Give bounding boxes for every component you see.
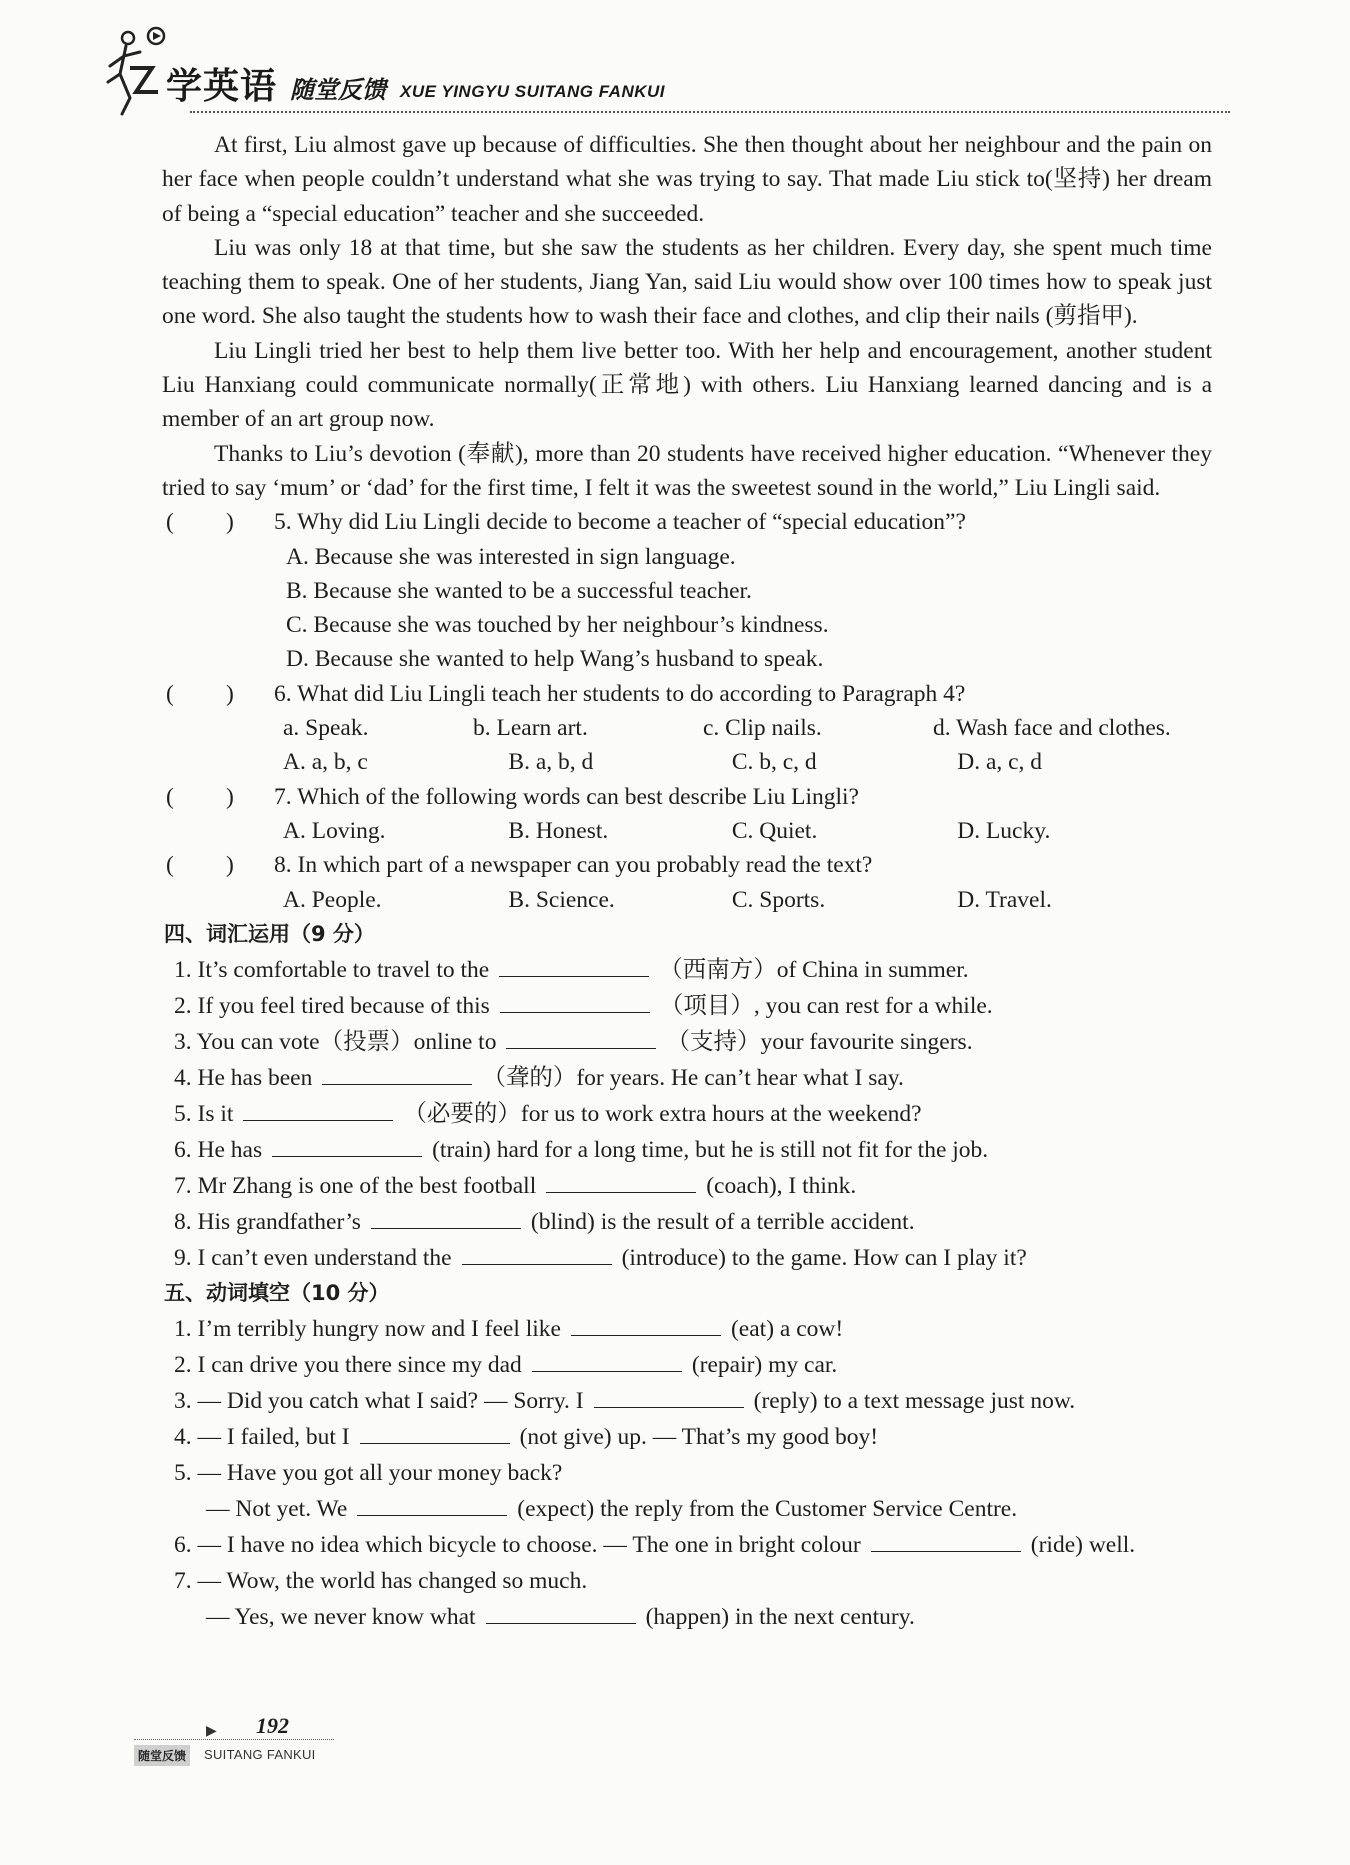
answer-bracket-close: ) — [226, 852, 234, 879]
prompt-text: 7. Mr Zhang is one of the best football — [174, 1172, 537, 1199]
hint-text: （必要的）for us to work extra hours at the weekend? — [403, 1100, 922, 1127]
option: D. Travel. — [957, 886, 1052, 913]
question-number: 7. — [274, 783, 292, 810]
option: C. Quiet. — [731, 817, 818, 844]
answer-blank[interactable] — [500, 990, 650, 1013]
page-header — [100, 22, 1230, 122]
footer-divider — [134, 1739, 334, 1740]
option: B. Because she wanted to be a successful teacher. — [286, 577, 752, 604]
hint-text: (happen) in the next century. — [645, 1603, 915, 1630]
prompt-text: 8. His grandfather’s — [174, 1208, 361, 1235]
option: B. Honest. — [508, 817, 609, 844]
item: d. Wash face and clothes. — [933, 715, 1171, 742]
answer-blank[interactable] — [272, 1134, 422, 1157]
hint-text: (introduce) to the game. How can I play it? — [621, 1244, 1027, 1271]
hint-text: (train) hard for a long time, but he is still not fit for the job. — [432, 1136, 989, 1163]
hint-text: （西南方）of China in summer. — [659, 956, 969, 983]
option-list — [162, 883, 1212, 917]
brand-chinese-title: 学英语 — [166, 66, 278, 107]
prompt-text: 4. He has been — [174, 1064, 313, 1091]
passage-paragraph: Thanks to Liu’s devotion (奉献), more than 20 students have received higher education. “Whenever they tried to say ‘mum’ or ‘dad’ for the first time, I felt it was the sweetest sound in the world,” Liu Lingli said. — [162, 440, 1212, 501]
prompt-text: 5. — Have you got all your money back? — [174, 1459, 563, 1486]
answer-blank[interactable] — [871, 1529, 1021, 1552]
fill-item — [162, 1204, 1212, 1240]
option-list — [162, 745, 1212, 779]
brand-pinyin: XUE YINGYU SUITANG FANKUI — [400, 82, 666, 101]
option: B. Science. — [508, 886, 615, 913]
answer-blank[interactable] — [243, 1098, 393, 1121]
question-number: 5. — [274, 509, 292, 536]
hint-text: (ride) well. — [1030, 1531, 1136, 1558]
prompt-text: 4. — I failed, but I — [174, 1423, 350, 1450]
footer-badge: 随堂反馈 — [134, 1745, 190, 1766]
prompt-text: 2. I can drive you there since my dad — [174, 1351, 522, 1378]
fill-item — [162, 1240, 1212, 1276]
passage-paragraph: At first, Liu almost gave up because of difficulties. She then thought about her neighbour and the pain on her face when people couldn’t understand what she was trying to say. That made Liu stick to(坚持) her dream of being a “special education” teacher and she succeeded. — [162, 132, 1212, 227]
prompt-text: 6. He has — [174, 1136, 263, 1163]
fill-item — [162, 988, 1212, 1024]
question-5 — [162, 505, 1212, 539]
fill-item — [162, 1527, 1212, 1563]
hint-text: (blind) is the result of a terrible accident. — [530, 1208, 915, 1235]
arrow-right-icon: ▶ — [206, 1724, 217, 1739]
fill-item — [162, 1096, 1212, 1132]
answer-blank[interactable] — [371, 1206, 521, 1229]
page-number: 192 — [256, 1713, 289, 1738]
question-text: What did Liu Lingli teach her students to do according to Paragraph 4? — [297, 680, 966, 707]
answer-bracket-open[interactable]: ( — [166, 509, 174, 536]
prompt-text: 5. Is it — [174, 1100, 234, 1127]
header-divider — [190, 111, 1230, 113]
answer-blank[interactable] — [462, 1242, 612, 1265]
option: D. Because she wanted to help Wang’s husband to speak. — [286, 646, 824, 673]
runner-logo-icon — [100, 22, 170, 118]
option: D. a, c, d — [957, 749, 1043, 776]
answer-bracket-close: ) — [226, 680, 234, 707]
question-6 — [162, 677, 1212, 711]
option: D. Lucky. — [957, 817, 1051, 844]
hint-text: (repair) my car. — [691, 1351, 838, 1378]
hint-text: （聋的）for years. He can’t hear what I say. — [482, 1064, 904, 1091]
option: C. Sports. — [731, 886, 826, 913]
brand-chinese-subtitle: 随堂反馈 — [290, 76, 386, 104]
question-8 — [162, 848, 1212, 882]
answer-blank[interactable] — [571, 1313, 721, 1336]
option: A. Because she was interested in sign language. — [286, 543, 736, 570]
fill-item — [162, 1024, 1212, 1060]
footer-label: SUITANG FANKUI — [204, 1747, 316, 1762]
question-7 — [162, 780, 1212, 814]
answer-blank[interactable] — [360, 1421, 510, 1444]
answer-blank[interactable] — [506, 1026, 656, 1049]
option: B. a, b, d — [508, 749, 594, 776]
answer-blank[interactable] — [532, 1349, 682, 1372]
item: c. Clip nails. — [703, 715, 822, 742]
page-footer — [120, 1705, 420, 1785]
question-text: In which part of a newspaper can you probably read the text? — [297, 852, 873, 879]
fill-item — [162, 1060, 1212, 1096]
fill-item — [162, 1599, 1212, 1635]
answer-blank[interactable] — [499, 954, 649, 977]
prompt-text: 6. — I have no idea which bicycle to choose. — The one in bright colour — [174, 1531, 861, 1558]
hint-text: （支持）your favourite singers. — [666, 1028, 973, 1055]
prompt-text: — Not yet. We — [206, 1495, 348, 1522]
option: A. People. — [283, 886, 382, 913]
prompt-text: 7. — Wow, the world has changed so much. — [174, 1567, 588, 1594]
question-text: Which of the following words can best describe Liu Lingli? — [297, 783, 859, 810]
item-list — [162, 711, 1212, 745]
section-4-title: 四、词汇运用（9 分） — [164, 921, 375, 946]
prompt-text: — Yes, we never know what — [206, 1603, 476, 1630]
fill-item — [162, 1311, 1212, 1347]
prompt-text: 9. I can’t even understand the — [174, 1244, 452, 1271]
section-5-title: 五、动词填空（10 分） — [164, 1280, 390, 1305]
fill-item — [162, 1383, 1212, 1419]
prompt-text: 3. You can vote（投票）online to — [174, 1028, 497, 1055]
passage-paragraph: Liu Lingli tried her best to help them live better too. With her help and encouragement, another student Liu Hanxiang could communicate normally(正常地) with others. Liu Hanxiang learned dancing and is a member of an art group now. — [162, 337, 1212, 433]
answer-bracket-open[interactable]: ( — [166, 783, 174, 810]
option: A. Loving. — [283, 817, 386, 844]
fill-item — [162, 1132, 1212, 1168]
fill-item — [162, 1347, 1212, 1383]
prompt-text: 1. It’s comfortable to travel to the — [174, 956, 490, 983]
answer-blank[interactable] — [322, 1062, 472, 1085]
answer-blank[interactable] — [546, 1170, 696, 1193]
hint-text: (reply) to a text message just now. — [753, 1387, 1076, 1414]
prompt-text: 1. I’m terribly hungry now and I feel like — [174, 1315, 561, 1342]
fill-item — [162, 1419, 1212, 1455]
option: C. Because she was touched by her neighbour’s kindness. — [286, 612, 829, 639]
fill-item — [162, 952, 1212, 988]
question-number: 6. — [274, 680, 292, 707]
hint-text: (eat) a cow! — [730, 1315, 844, 1342]
answer-bracket-open[interactable]: ( — [166, 852, 174, 879]
option: A. a, b, c — [283, 749, 368, 776]
passage-paragraph: Liu was only 18 at that time, but she saw the students as her children. Every day, she spent much time teaching them to speak. One of her students, Jiang Yan, said Liu would show over 100 times how to speak just one word. She also taught the students how to wash their face and clothes, and clip their nails (剪指甲). — [162, 234, 1212, 330]
question-text: Why did Liu Lingli decide to become a teacher of “special education”? — [297, 509, 966, 536]
question-number: 8. — [274, 852, 292, 879]
fill-item — [162, 1563, 1212, 1599]
hint-text: (coach), I think. — [706, 1172, 857, 1199]
fill-item — [162, 1168, 1212, 1204]
hint-text: （项目）, you can rest for a while. — [659, 992, 993, 1019]
answer-bracket-close: ) — [226, 509, 234, 536]
item: b. Learn art. — [473, 715, 588, 742]
answer-blank[interactable] — [357, 1493, 507, 1516]
answer-bracket-close: ) — [226, 783, 234, 810]
answer-blank[interactable] — [486, 1601, 636, 1624]
prompt-text: 2. If you feel tired because of this — [174, 992, 490, 1019]
hint-text: (expect) the reply from the Customer Service Centre. — [517, 1495, 1018, 1522]
fill-item — [162, 1455, 1212, 1491]
option: C. b, c, d — [731, 749, 817, 776]
prompt-text: 3. — Did you catch what I said? — Sorry. I — [174, 1387, 584, 1414]
item: a. Speak. — [283, 715, 369, 742]
fill-item — [162, 1491, 1212, 1527]
answer-bracket-open[interactable]: ( — [166, 680, 174, 707]
option-list — [162, 814, 1212, 848]
answer-blank[interactable] — [594, 1385, 744, 1408]
hint-text: (not give) up. — That’s my good boy! — [519, 1423, 879, 1450]
main-content — [162, 128, 1212, 1635]
